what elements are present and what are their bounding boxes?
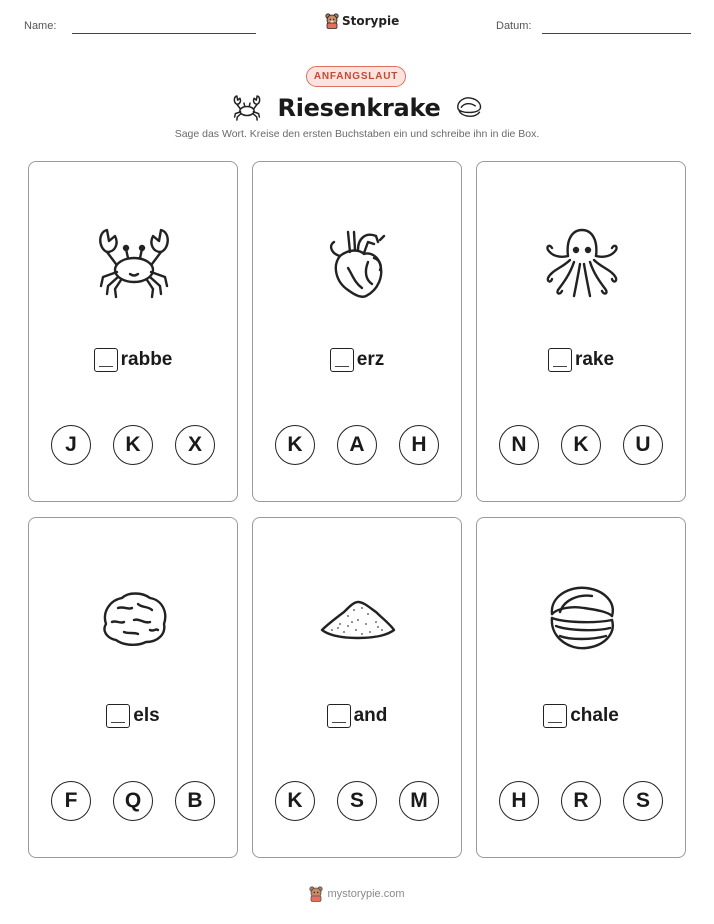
- letter-option[interactable]: Q: [113, 781, 153, 821]
- bear-mascot-icon: [325, 13, 339, 29]
- letter-option[interactable]: X: [175, 425, 215, 465]
- word-card: [252, 517, 462, 858]
- word-card: [476, 161, 686, 502]
- title-row: [0, 92, 714, 124]
- letter-option[interactable]: J: [51, 425, 91, 465]
- letter-option[interactable]: N: [499, 425, 539, 465]
- word-prompt: [253, 348, 461, 372]
- letter-options: [253, 781, 461, 821]
- crab-icon: [94, 222, 174, 302]
- footer-url[interactable]: mystorypie.com: [327, 888, 405, 900]
- crab-icon: [230, 93, 264, 123]
- letter-option[interactable]: M: [399, 781, 439, 821]
- instruction-text: Sage das Wort. Kreise den ersten Buchstaben ein und schreibe ihn in die Box.: [174, 128, 540, 140]
- word-card: [28, 161, 238, 502]
- word-prompt: [29, 348, 237, 372]
- letter-option[interactable]: B: [175, 781, 215, 821]
- letter-options: [477, 781, 685, 821]
- letter-option[interactable]: A: [337, 425, 377, 465]
- shell-icon: [542, 578, 622, 658]
- word-prompt: [477, 348, 685, 372]
- letter-option[interactable]: R: [561, 781, 601, 821]
- letter-option[interactable]: K: [275, 425, 315, 465]
- answer-box[interactable]: [94, 348, 118, 372]
- word-ending: els: [133, 705, 160, 726]
- word-ending: chale: [570, 705, 619, 726]
- word-prompt: [477, 704, 685, 728]
- letter-option[interactable]: K: [113, 425, 153, 465]
- sand-pile-icon: [318, 578, 398, 658]
- letter-option[interactable]: F: [51, 781, 91, 821]
- date-label: Datum:: [496, 20, 532, 32]
- letter-option[interactable]: S: [337, 781, 377, 821]
- letter-option[interactable]: U: [623, 425, 663, 465]
- answer-box[interactable]: [327, 704, 351, 728]
- word-ending: and: [353, 705, 388, 726]
- word-ending: rabbe: [120, 349, 173, 370]
- name-field[interactable]: [72, 33, 256, 34]
- answer-box[interactable]: [106, 704, 130, 728]
- date-field[interactable]: [542, 33, 691, 34]
- letter-option[interactable]: S: [623, 781, 663, 821]
- word-card: [252, 161, 462, 502]
- heart-icon: [318, 222, 398, 302]
- storypie-logo: [325, 13, 399, 29]
- footer: [0, 886, 714, 902]
- letter-option[interactable]: K: [561, 425, 601, 465]
- answer-box[interactable]: [543, 704, 567, 728]
- answer-box[interactable]: [548, 348, 572, 372]
- letter-options: [29, 781, 237, 821]
- oyster-icon: [454, 94, 484, 122]
- worksheet-title: Riesenkrake: [277, 94, 441, 122]
- letter-options: [253, 425, 461, 465]
- word-ending: erz: [356, 349, 385, 370]
- letter-option[interactable]: H: [399, 425, 439, 465]
- word-prompt: [29, 704, 237, 728]
- answer-box[interactable]: [330, 348, 354, 372]
- letter-option[interactable]: H: [499, 781, 539, 821]
- word-ending: rake: [574, 349, 615, 370]
- octopus-icon: [542, 222, 622, 302]
- letter-option[interactable]: K: [275, 781, 315, 821]
- letter-options: [477, 425, 685, 465]
- category-tag: ANFANGSLAUT: [306, 66, 406, 87]
- word-card: [476, 517, 686, 858]
- word-prompt: [253, 704, 461, 728]
- brand-name: Storypie: [342, 14, 400, 28]
- name-label: Name:: [24, 20, 57, 32]
- letter-options: [29, 425, 237, 465]
- rock-icon: [94, 578, 174, 658]
- bear-mascot-icon: [309, 886, 323, 902]
- word-card: [28, 517, 238, 858]
